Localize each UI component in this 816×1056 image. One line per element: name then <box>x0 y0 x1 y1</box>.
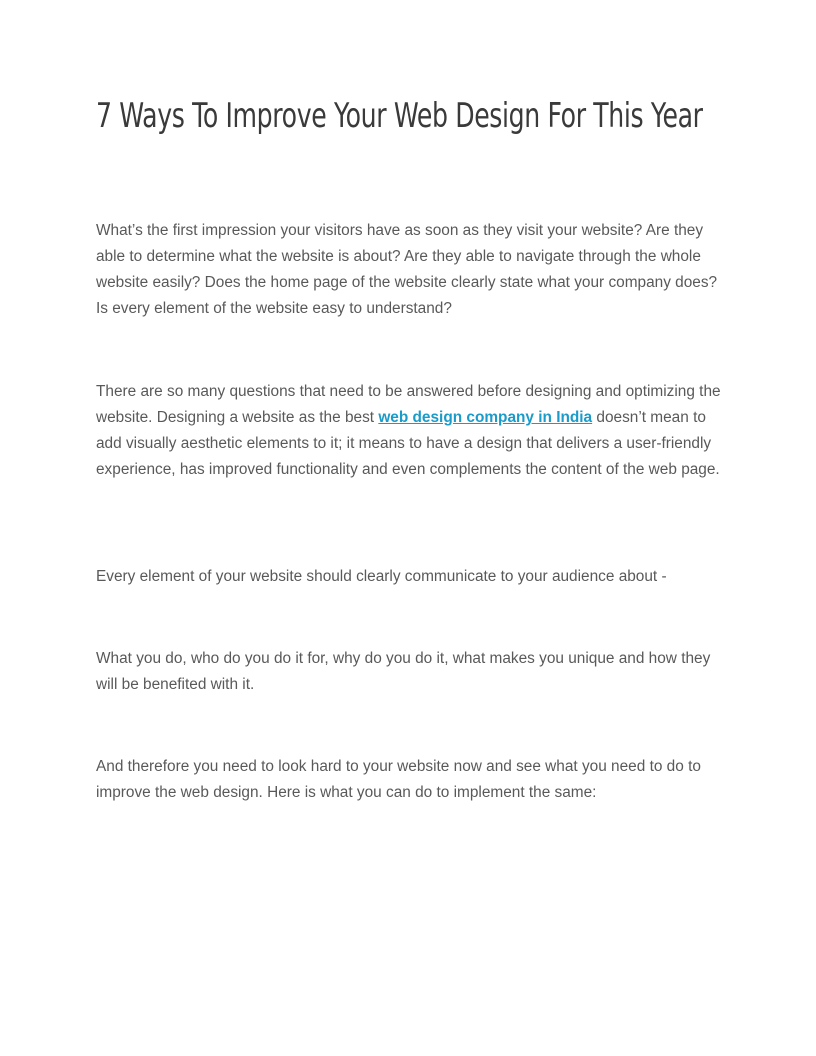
questions-paragraph-text-end: doesn’t mean to add visually aesthetic elements to it; it means to have a design that delivers a user-friendly experience, has improved functionality and even complements the content of the web page. <box>96 409 720 478</box>
document-page <box>96 92 722 801</box>
questions-paragraph <box>96 379 722 483</box>
communicate-paragraph: Every element of your website should clearly communicate to your audience about - <box>96 568 667 585</box>
what-you-do-paragraph: What you do, who do you do it for, why do you do it, what makes you unique and how they will be benefited with it. <box>96 650 711 693</box>
questions-paragraph-text-start: There are so many questions that need to be answered before designing and optimizing the website. Designing a website as the best <box>96 383 721 426</box>
web-design-company-link[interactable]: web design company in India <box>378 409 593 426</box>
article-title: 7 Ways To Improve Your Web Design For This Year <box>96 96 703 136</box>
therefore-paragraph: And therefore you need to look hard to your website now and see what you need to do to improve the web design. Here is what you can do to implement the same: <box>96 758 701 801</box>
intro-paragraph: What’s the first impression your visitors have as soon as they visit your website? Are they able to determine what the website is about? Are they able to navigate through the whole website easily? Does the home page of the website clearly state what your company does? Is every element of the website easy to understand? <box>96 222 718 317</box>
